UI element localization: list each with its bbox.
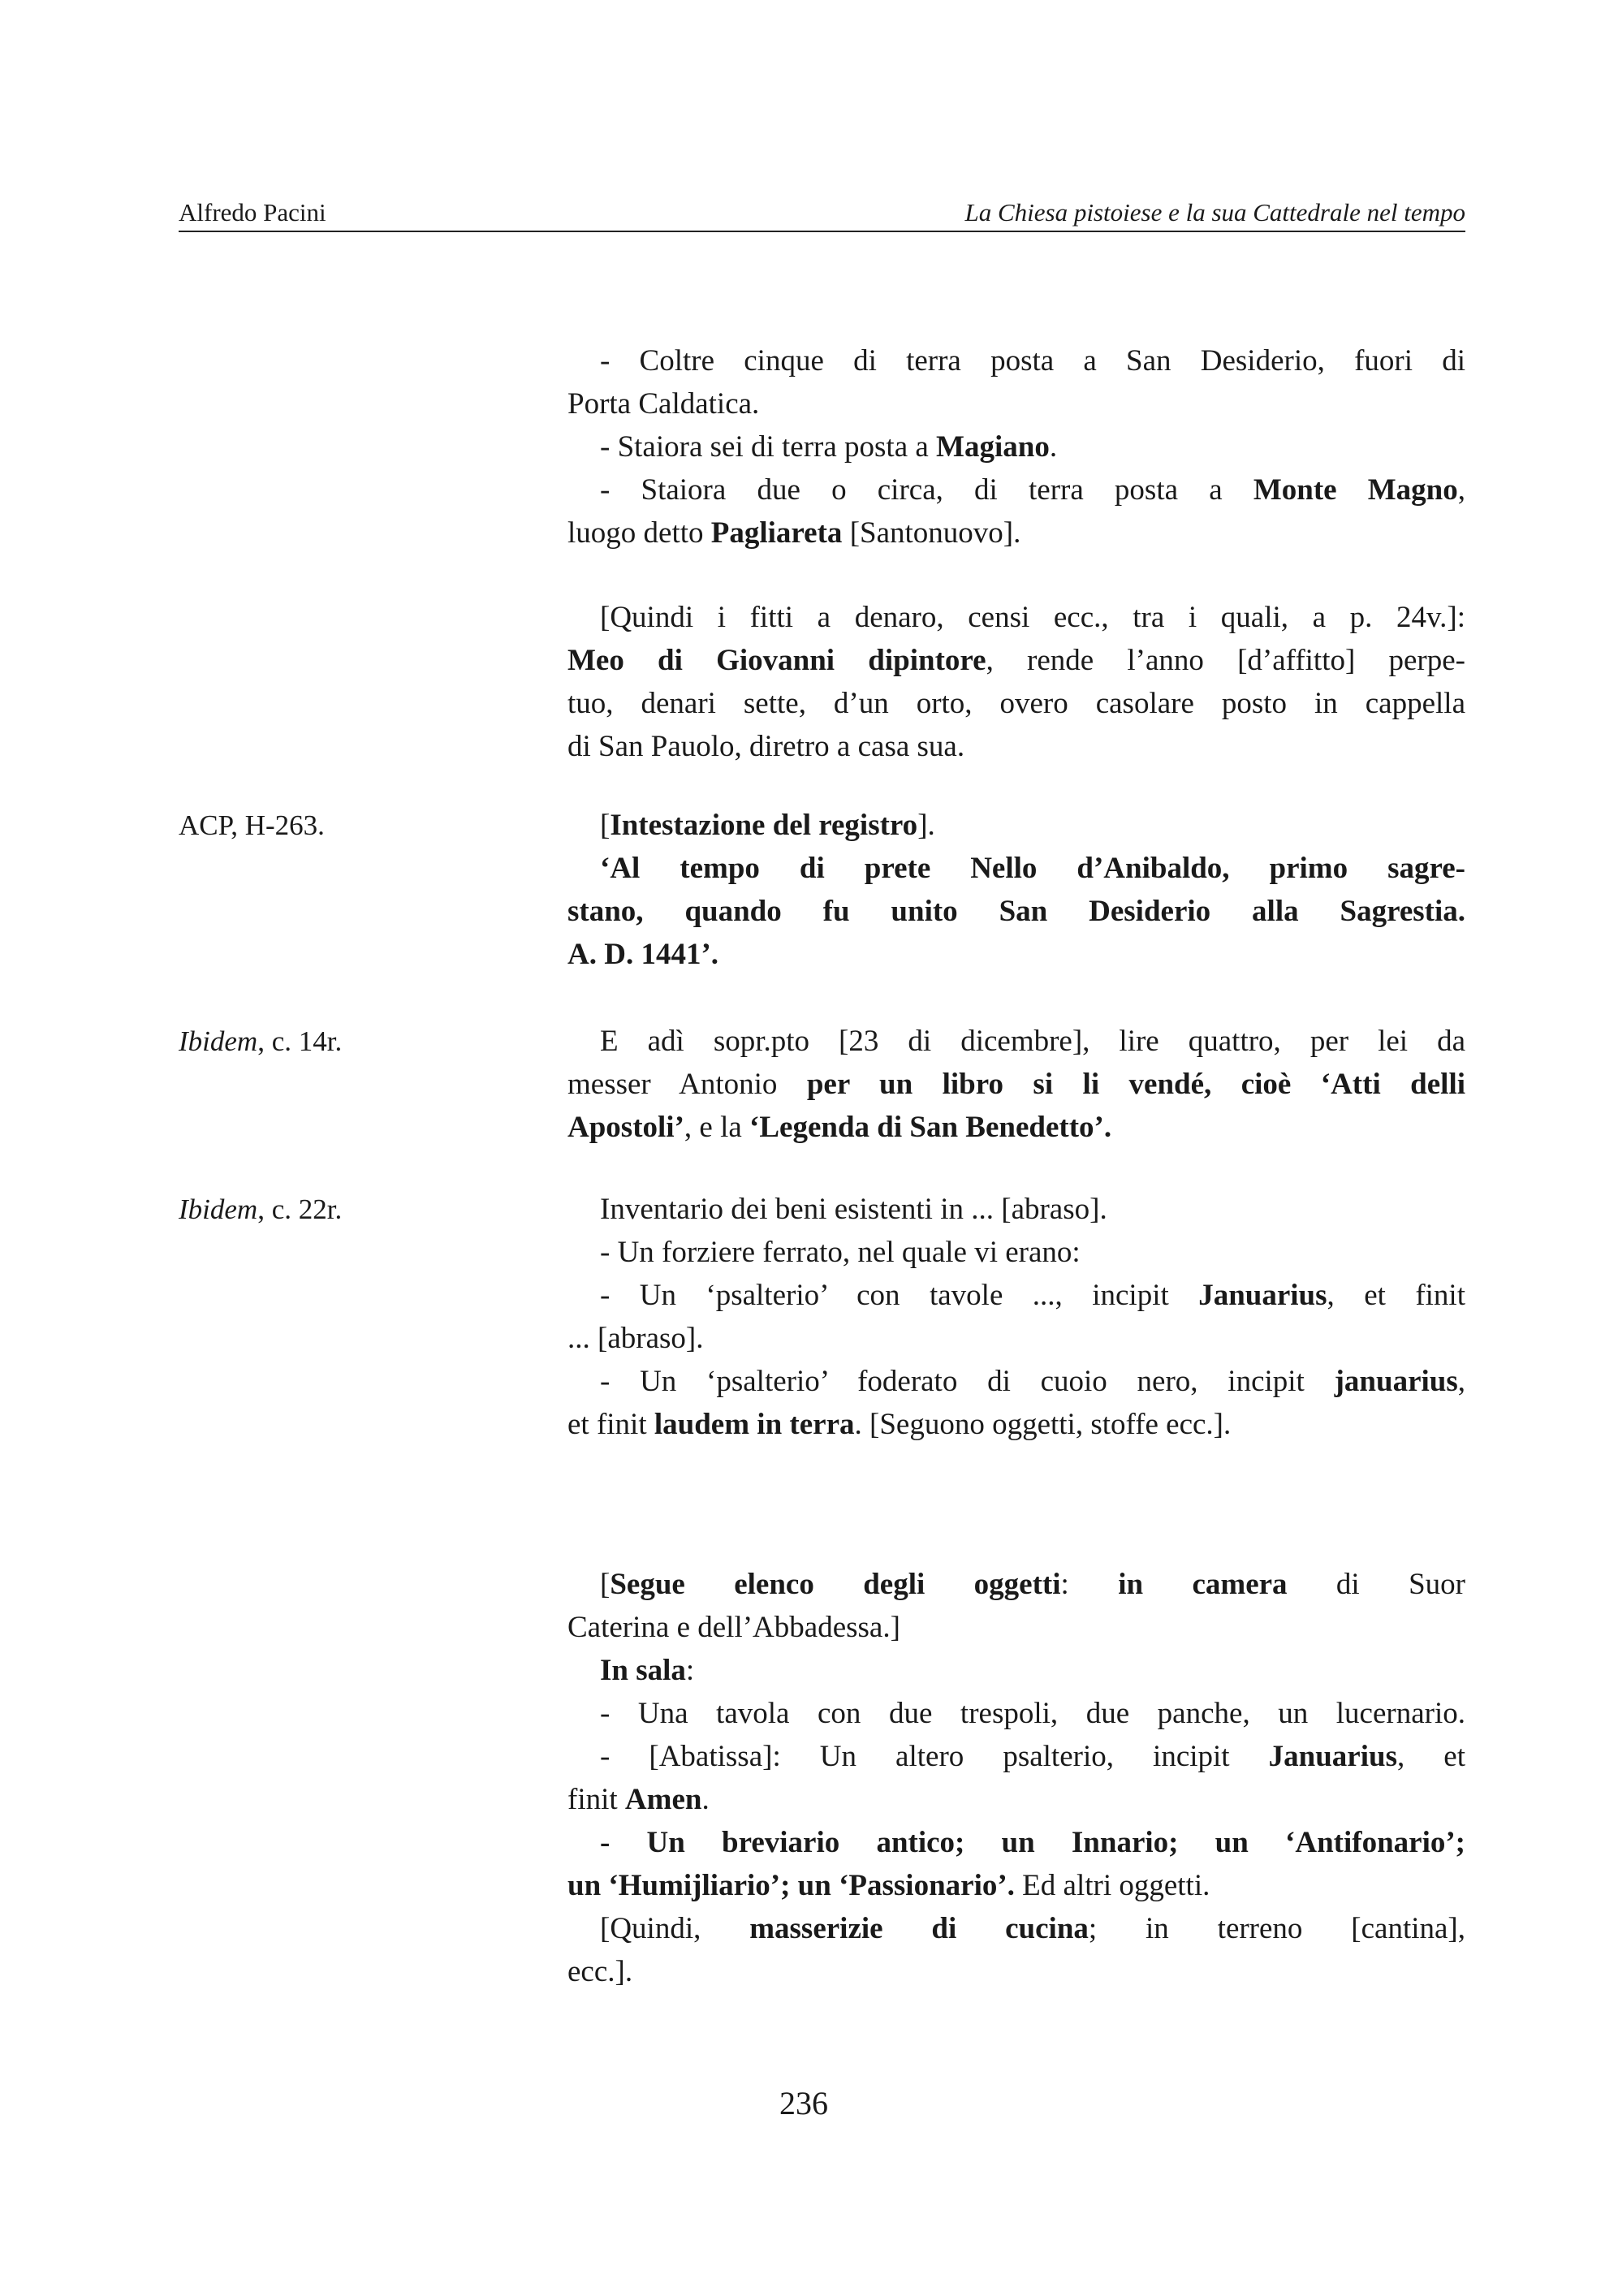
bold-text: Monte Magno <box>1253 473 1458 507</box>
italic-text: Ibidem <box>179 1193 258 1225</box>
text-line <box>567 847 1465 890</box>
text-line <box>567 382 1465 425</box>
text-run: , rende l’anno [d’affitto] perpe- <box>986 644 1465 677</box>
text-run: - Una tavola con due trespoli, due panche, un lucernario. <box>600 1697 1465 1730</box>
bold-text: Meo di Giovanni dipintore <box>567 644 986 677</box>
text-run: [ <box>600 809 611 842</box>
bold-text: un ‘Humijliario’; un ‘Passionario’. <box>567 1869 1015 1902</box>
text-run: - Staiora due o circa, di terra posta a <box>600 473 1253 507</box>
text-line <box>567 1950 1465 1993</box>
text-run: Inventario dei beni esistenti in ... [abraso]. <box>600 1193 1107 1226</box>
text-run: [Santonuovo]. <box>842 516 1021 550</box>
text-run: , <box>1457 473 1465 507</box>
bold-text: januarius <box>1334 1365 1458 1398</box>
text-run: - Coltre cinque di terra posta a San Desiderio, fuori di <box>600 344 1465 378</box>
text-line <box>567 1317 1465 1360</box>
header-rule <box>179 231 1465 232</box>
bold-text: Intestazione del registro <box>610 809 918 842</box>
text-run: . <box>1049 430 1058 464</box>
text-run: - Un ‘psalterio’ con tavole ..., incipit <box>600 1279 1199 1312</box>
bold-text: Magiano <box>936 430 1050 464</box>
text-run: ]. <box>917 809 935 842</box>
text-run: Ed altri oggetti. <box>1014 1869 1210 1902</box>
bold-text: per un libro si li vendé, cioè ‘Atti delli <box>806 1068 1465 1101</box>
text-run: ecc.]. <box>567 1955 633 1988</box>
text-run: et finit <box>567 1408 654 1441</box>
bold-text: laudem in terra <box>654 1408 855 1441</box>
text-run: - Staiora sei di terra posta a <box>600 430 937 464</box>
text-line <box>567 1106 1465 1149</box>
text-run: E adì sopr.pto [23 di dicembre], lire quattro, per lei da <box>600 1025 1465 1058</box>
italic-text: Ibidem <box>179 1025 258 1057</box>
text-line <box>567 804 1465 847</box>
text-line <box>567 339 1465 382</box>
text-line <box>567 1360 1465 1403</box>
text-run: [Quindi, <box>600 1912 750 1945</box>
bold-text: Amen <box>624 1783 702 1816</box>
bold-text: stano, quando fu unito San Desiderio alla Sagrestia. <box>567 895 1465 928</box>
text-line <box>567 1821 1465 1864</box>
text-run: Caterina e dell’Abbadessa.] <box>567 1611 900 1644</box>
bold-text: ‘Legenda di San Benedetto’. <box>749 1111 1112 1144</box>
text-line <box>567 1563 1465 1606</box>
text-run: , <box>1457 1365 1465 1398</box>
text-run: di Suor <box>1287 1568 1466 1601</box>
text-run: [Quindi i fitti a denaro, censi ecc., tra i quali, a p. 24v.]: <box>600 601 1465 634</box>
text-run: , et <box>1397 1740 1466 1773</box>
bold-text: In sala <box>600 1654 686 1687</box>
text-line <box>567 425 1465 468</box>
text-line <box>567 1778 1465 1821</box>
bold-text: Januarius <box>1198 1279 1327 1312</box>
page-number: 236 <box>779 2085 828 2121</box>
text-line <box>567 596 1465 639</box>
text-run: : <box>1060 1568 1119 1601</box>
text-run: finit <box>567 1783 625 1816</box>
bold-text: A. D. 1441’. <box>567 938 719 971</box>
text-line <box>567 1606 1465 1649</box>
text-line <box>567 1864 1465 1907</box>
text-run: di San Pauolo, diretro a casa sua. <box>567 730 965 763</box>
text-line <box>567 890 1465 933</box>
bold-text: Pagliareta <box>710 516 843 550</box>
bold-text: ‘Al tempo di prete Nello d’Anibaldo, primo sagre- <box>600 852 1465 885</box>
text-line <box>567 639 1465 682</box>
paragraph-block <box>567 596 1465 768</box>
margin-note <box>179 1020 342 1063</box>
text-run: . <box>701 1783 710 1816</box>
text-run: luogo detto <box>567 516 711 550</box>
text-run: tuo, denari sette, d’un orto, overo casolare posto in cappella <box>567 687 1465 720</box>
paragraph-block <box>567 1020 1465 1149</box>
text-line <box>567 468 1465 511</box>
text-run: Porta Caldatica. <box>567 387 760 421</box>
running-head-title: La Chiesa pistoiese e la sua Cattedrale nel tempo <box>964 198 1465 227</box>
text-line <box>567 725 1465 768</box>
text-run: , e la <box>684 1111 750 1144</box>
text-run: ACP, H-263. <box>179 809 325 841</box>
text-line <box>567 511 1465 555</box>
bold-text: Januarius <box>1268 1740 1397 1773</box>
running-head-author: Alfredo Pacini <box>179 198 326 227</box>
margin-note <box>179 1188 342 1231</box>
paragraph-block <box>567 804 1465 976</box>
paragraph-block <box>567 1188 1465 1446</box>
text-run: messer Antonio <box>567 1068 807 1101</box>
text-run: [ <box>600 1568 611 1601</box>
paragraph-block <box>567 339 1465 555</box>
text-run: , et finit <box>1327 1279 1465 1312</box>
text-line <box>567 933 1465 976</box>
text-line <box>567 1188 1465 1231</box>
text-line <box>567 1020 1465 1063</box>
text-run: - [Abatissa]: Un altero psalterio, incipit <box>600 1740 1269 1773</box>
text-run: - Un ‘psalterio’ foderato di cuoio nero, incipit <box>600 1365 1335 1398</box>
text-line <box>567 1692 1465 1735</box>
text-line <box>567 1231 1465 1274</box>
text-line <box>567 682 1465 725</box>
text-line <box>567 1735 1465 1778</box>
text-line <box>567 1403 1465 1446</box>
bold-text: Segue elenco degli oggetti <box>610 1568 1061 1601</box>
bold-text: in camera <box>1118 1568 1288 1601</box>
text-run: , c. 14r. <box>257 1025 343 1057</box>
text-run: , c. 22r. <box>257 1193 343 1225</box>
bold-text: masserizie di cucina <box>749 1912 1089 1945</box>
paragraph-block <box>567 1563 1465 1993</box>
bold-text: - Un breviario antico; un Innario; un ‘Antifonario’; <box>600 1826 1465 1859</box>
text-line <box>567 1649 1465 1692</box>
text-run: : <box>685 1654 695 1687</box>
text-line <box>567 1274 1465 1317</box>
text-line <box>567 1063 1465 1106</box>
text-run: . [Seguono oggetti, stoffe ecc.]. <box>854 1408 1232 1441</box>
text-run: ; in terreno [cantina], <box>1088 1912 1465 1945</box>
text-run: - Un forziere ferrato, nel quale vi erano: <box>600 1236 1081 1269</box>
text-run: ... [abraso]. <box>567 1322 704 1355</box>
margin-note <box>179 804 325 847</box>
bold-text: Apostoli’ <box>567 1111 684 1144</box>
text-line <box>567 1907 1465 1950</box>
